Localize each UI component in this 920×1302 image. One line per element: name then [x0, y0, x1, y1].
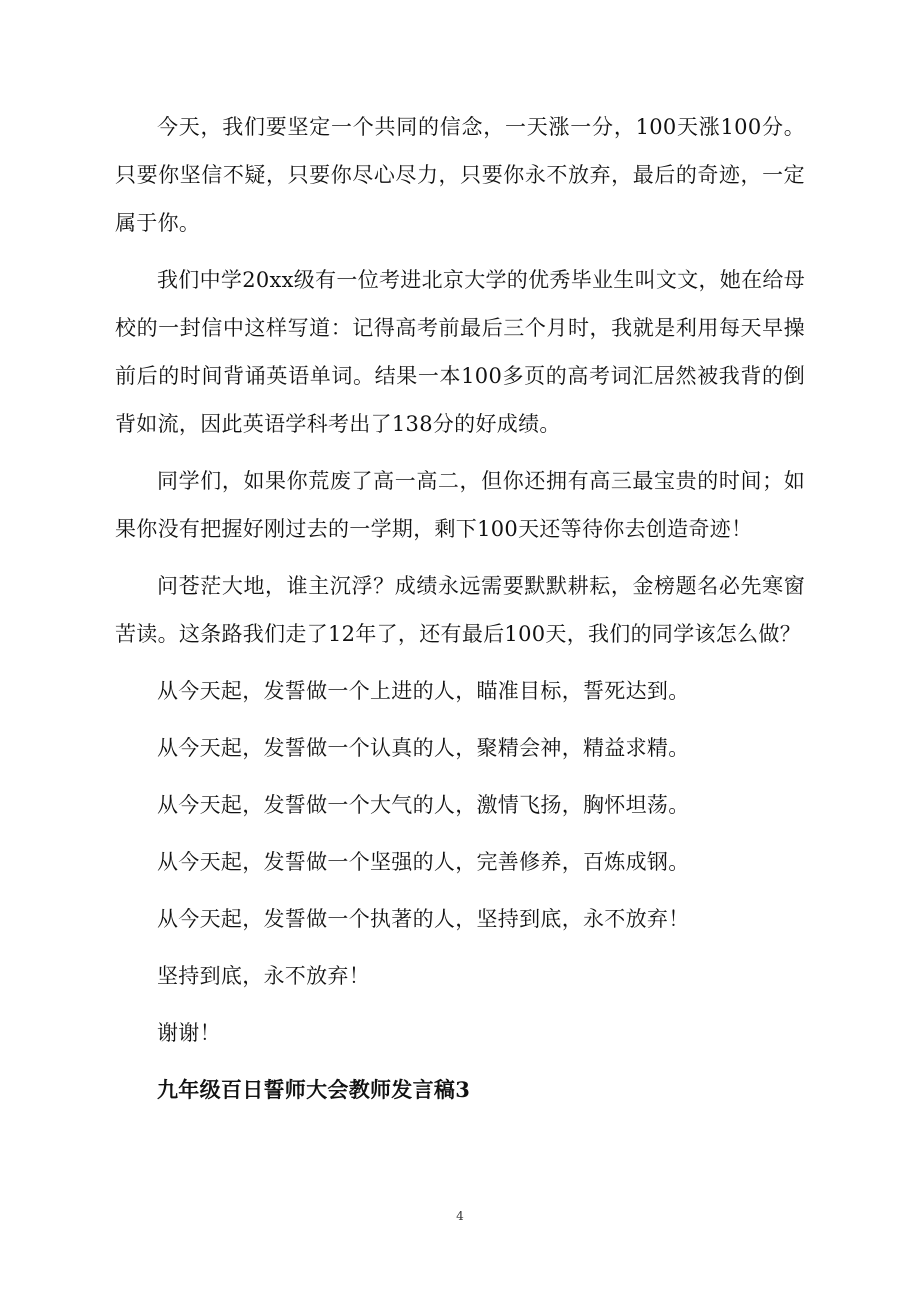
- document-body: [115, 103, 805, 1114]
- pledge-line: 从今天起，发誓做一个大气的人，激情飞扬，胸怀坦荡。: [157, 793, 690, 817]
- paragraph-remaining-time: 同学们，如果你荒废了高一高二，但你还拥有高三最宝贵的时间；如果你没有把握好刚过去的一学期，剩下100天还等待你去创造奇迹！: [115, 469, 805, 541]
- pledge-line: 从今天起，发誓做一个执著的人，坚持到底，永不放弃！: [157, 907, 690, 931]
- paragraph-alumni-story: 我们中学20xx级有一位考进北京大学的优秀毕业生叫文文，她在给母校的一封信中这样写道：记得高考前最后三个月时，我就是利用每天早操前后的时间背诵英语单词。结果一本100多页的高考词汇居然被我背的倒背如流，因此英语学科考出了138分的好成绩。: [115, 268, 806, 436]
- pledge-line: 从今天起，发誓做一个认真的人，聚精会神，精益求精。: [157, 736, 690, 760]
- page-number: 4: [456, 1209, 464, 1223]
- closing-thanks: 谢谢！: [157, 1021, 221, 1045]
- paragraph-belief: 今天，我们要坚定一个共同的信念，一天涨一分，100天涨100分。只要你坚信不疑，只要你尽心尽力，只要你永不放弃，最后的奇迹，一定属于你。: [115, 115, 805, 235]
- closing-line: 坚持到底，永不放弃！: [157, 964, 370, 988]
- pledge-line: 从今天起，发誓做一个坚强的人，完善修养，百炼成钢。: [157, 850, 690, 874]
- pledge-line: 从今天起，发誓做一个上进的人，瞄准目标，誓死达到。: [157, 679, 690, 703]
- section-heading: 九年级百日誓师大会教师发言稿3: [157, 1077, 471, 1102]
- paragraph-question: 问苍茫大地，谁主沉浮？成绩永远需要默默耕耘，金榜题名必先寒窗苦读。这条路我们走了12年了，还有最后100天，我们的同学该怎么做？: [115, 574, 805, 646]
